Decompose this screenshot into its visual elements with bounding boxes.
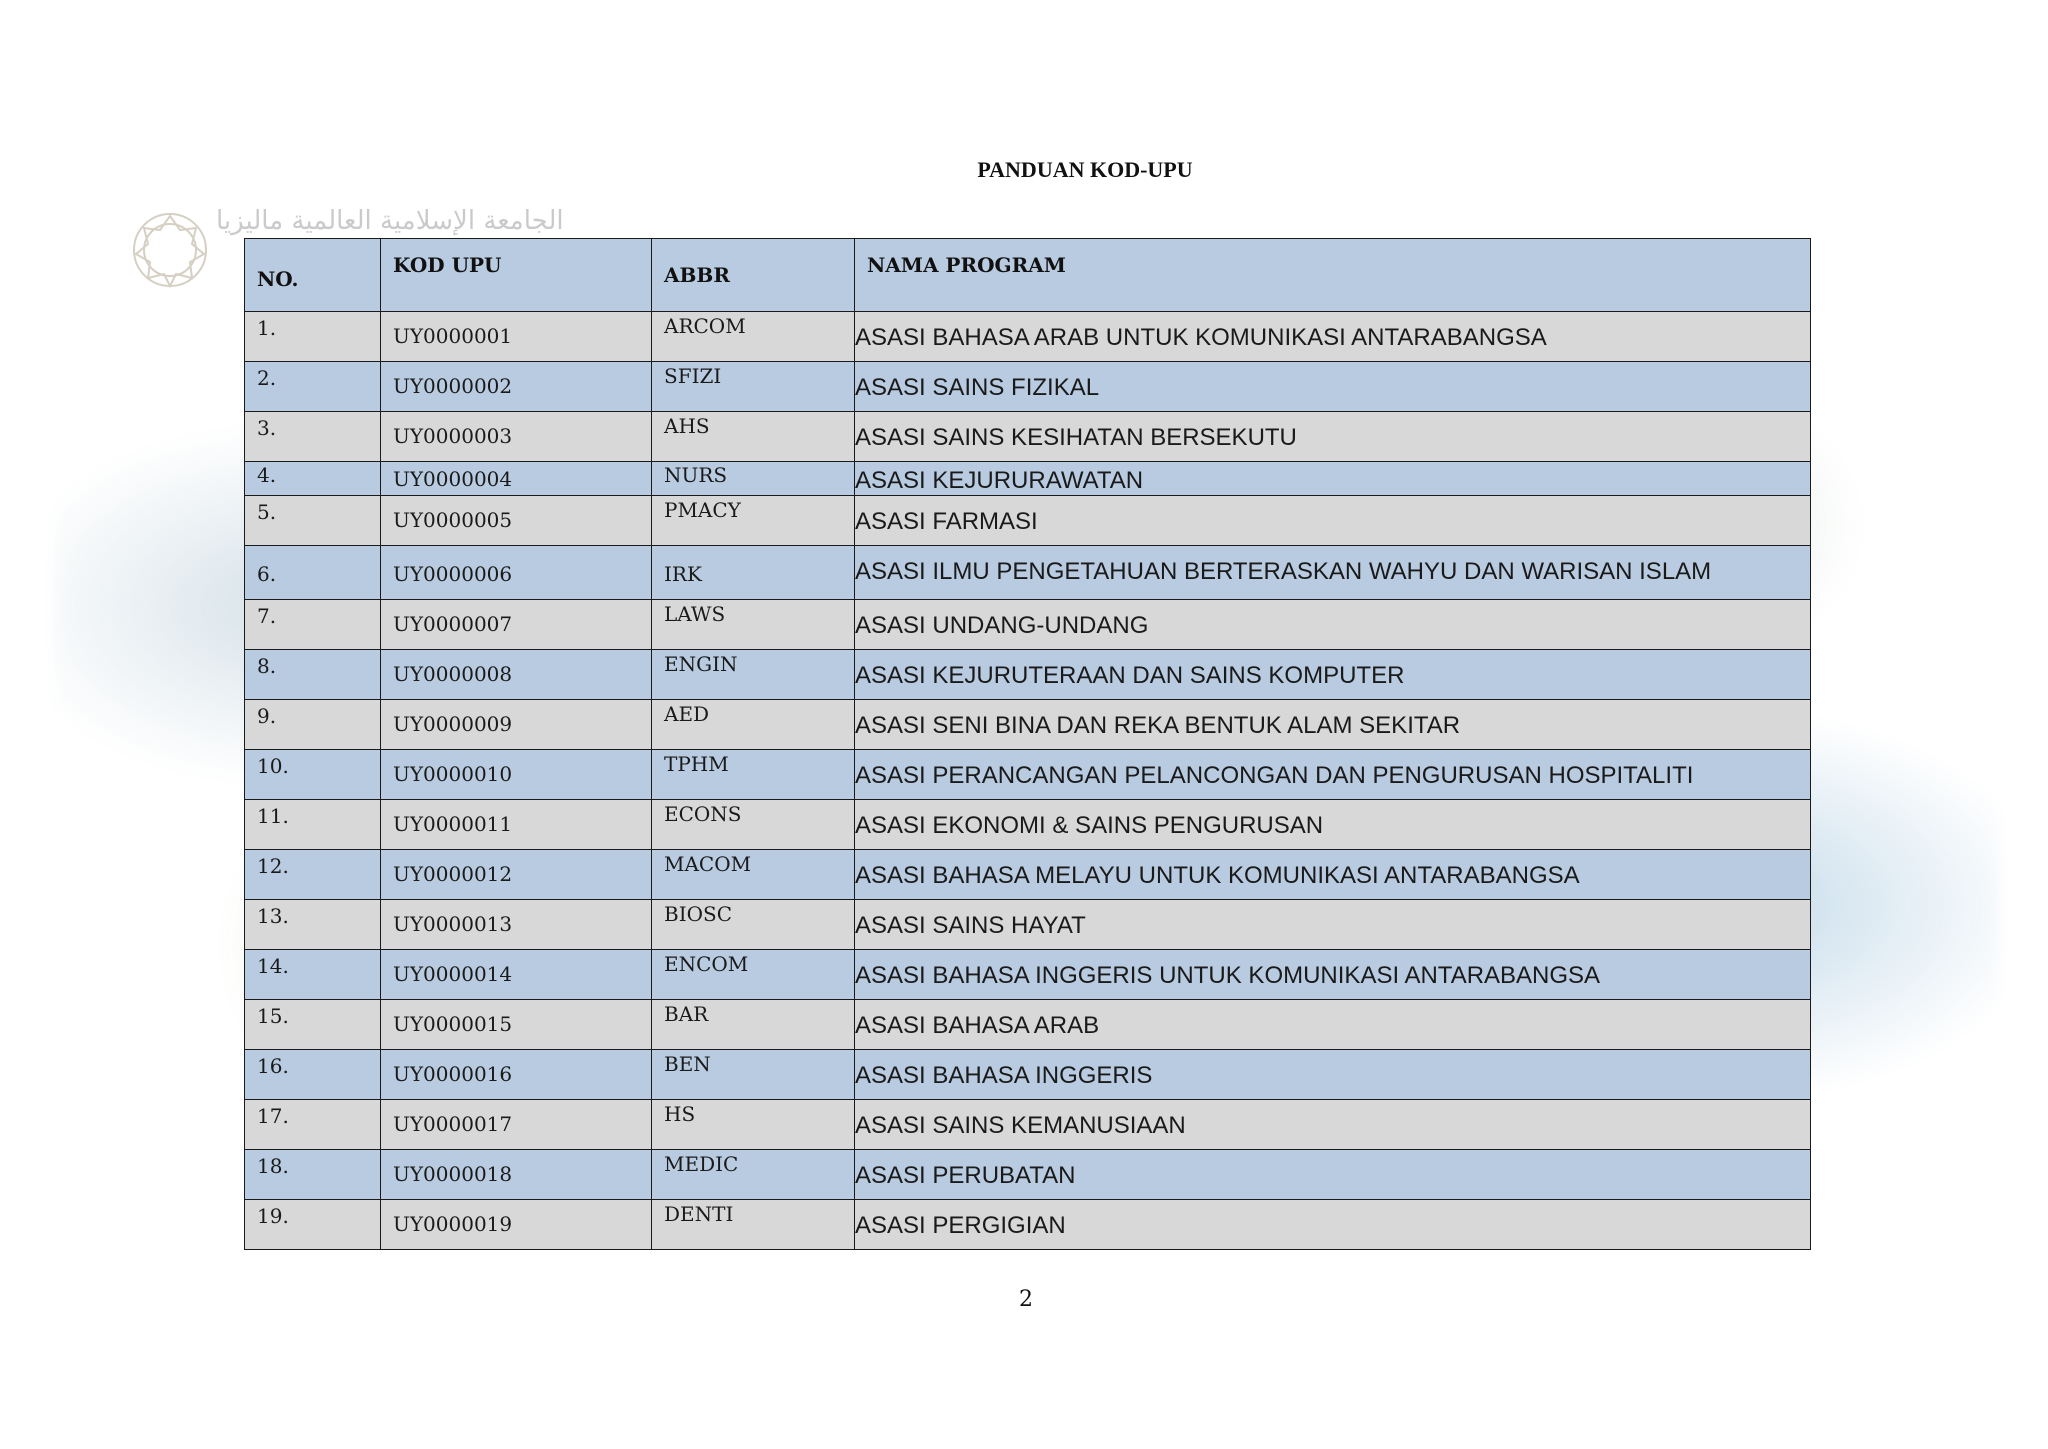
cell-abbr: AHS bbox=[652, 412, 855, 462]
cell-no: 3. bbox=[245, 412, 381, 462]
cell-abbr: ECONS bbox=[652, 800, 855, 850]
cell-abbr: PMACY bbox=[652, 496, 855, 546]
table-row bbox=[245, 800, 1811, 850]
cell-abbr: HS bbox=[652, 1100, 855, 1150]
cell-nama-program: ASASI PERANCANGAN PELANCONGAN DAN PENGURUSAN HOSPITALITI bbox=[855, 750, 1811, 800]
cell-no: 8. bbox=[245, 650, 381, 700]
cell-kod-upu: UY0000015 bbox=[381, 1000, 652, 1050]
cell-kod-upu: UY0000017 bbox=[381, 1100, 652, 1150]
cell-no: 5. bbox=[245, 496, 381, 546]
header-nama-program: NAMA PROGRAM bbox=[855, 239, 1811, 312]
cell-kod-upu: UY0000006 bbox=[381, 546, 652, 600]
cell-no: 10. bbox=[245, 750, 381, 800]
table-row bbox=[245, 462, 1811, 496]
cell-no: 11. bbox=[245, 800, 381, 850]
logo-text: الجامعة الإسلامية العالمية ماليزيا bbox=[216, 206, 564, 236]
cell-no: 2. bbox=[245, 362, 381, 412]
cell-abbr: IRK bbox=[652, 546, 855, 600]
cell-abbr: AED bbox=[652, 700, 855, 750]
cell-no: 13. bbox=[245, 900, 381, 950]
cell-kod-upu: UY0000012 bbox=[381, 850, 652, 900]
table-row bbox=[245, 1050, 1811, 1100]
cell-abbr: BIOSC bbox=[652, 900, 855, 950]
cell-kod-upu: UY0000003 bbox=[381, 412, 652, 462]
cell-kod-upu: UY0000009 bbox=[381, 700, 652, 750]
cell-no: 6. bbox=[245, 546, 381, 600]
cell-no: 17. bbox=[245, 1100, 381, 1150]
cell-no: 1. bbox=[245, 312, 381, 362]
cell-kod-upu: UY0000001 bbox=[381, 312, 652, 362]
cell-kod-upu: UY0000002 bbox=[381, 362, 652, 412]
cell-nama-program: ASASI ILMU PENGETAHUAN BERTERASKAN WAHYU DAN WARISAN ISLAM bbox=[855, 546, 1811, 600]
table-row bbox=[245, 412, 1811, 462]
cell-nama-program: ASASI SENI BINA DAN REKA BENTUK ALAM SEKITAR bbox=[855, 700, 1811, 750]
cell-no: 14. bbox=[245, 950, 381, 1000]
cell-kod-upu: UY0000011 bbox=[381, 800, 652, 850]
table-row bbox=[245, 1000, 1811, 1050]
cell-no: 15. bbox=[245, 1000, 381, 1050]
cell-nama-program: ASASI FARMASI bbox=[855, 496, 1811, 546]
cell-abbr: DENTI bbox=[652, 1200, 855, 1250]
table-row bbox=[245, 1150, 1811, 1200]
table-row bbox=[245, 950, 1811, 1000]
cell-nama-program: ASASI BAHASA ARAB bbox=[855, 1000, 1811, 1050]
cell-nama-program: ASASI KEJURURAWATAN bbox=[855, 462, 1811, 496]
table-row bbox=[245, 700, 1811, 750]
cell-nama-program: ASASI PERUBATAN bbox=[855, 1150, 1811, 1200]
cell-kod-upu: UY0000005 bbox=[381, 496, 652, 546]
cell-kod-upu: UY0000004 bbox=[381, 462, 652, 496]
cell-abbr: TPHM bbox=[652, 750, 855, 800]
table-row bbox=[245, 850, 1811, 900]
table-row bbox=[245, 312, 1811, 362]
cell-no: 12. bbox=[245, 850, 381, 900]
cell-abbr: ARCOM bbox=[652, 312, 855, 362]
header-no: NO. bbox=[245, 239, 381, 312]
table-row bbox=[245, 600, 1811, 650]
cell-nama-program: ASASI PERGIGIAN bbox=[855, 1200, 1811, 1250]
cell-abbr: ENCOM bbox=[652, 950, 855, 1000]
cell-abbr: BEN bbox=[652, 1050, 855, 1100]
cell-abbr: BAR bbox=[652, 1000, 855, 1050]
table-row bbox=[245, 650, 1811, 700]
cell-nama-program: ASASI BAHASA ARAB UNTUK KOMUNIKASI ANTARABANGSA bbox=[855, 312, 1811, 362]
cell-nama-program: ASASI BAHASA INGGERIS bbox=[855, 1050, 1811, 1100]
cell-no: 18. bbox=[245, 1150, 381, 1200]
cell-abbr: NURS bbox=[652, 462, 855, 496]
cell-no: 19. bbox=[245, 1200, 381, 1250]
table-row bbox=[245, 1200, 1811, 1250]
cell-no: 9. bbox=[245, 700, 381, 750]
cell-nama-program: ASASI BAHASA INGGERIS UNTUK KOMUNIKASI ANTARABANGSA bbox=[855, 950, 1811, 1000]
table-header-row bbox=[245, 239, 1811, 312]
cell-kod-upu: UY0000016 bbox=[381, 1050, 652, 1100]
page-number: 2 bbox=[1019, 1287, 1033, 1312]
table-row bbox=[245, 900, 1811, 950]
cell-no: 16. bbox=[245, 1050, 381, 1100]
cell-nama-program: ASASI EKONOMI & SAINS PENGURUSAN bbox=[855, 800, 1811, 850]
table-row bbox=[245, 546, 1811, 600]
cell-nama-program: ASASI BAHASA MELAYU UNTUK KOMUNIKASI ANTARABANGSA bbox=[855, 850, 1811, 900]
cell-kod-upu: UY0000007 bbox=[381, 600, 652, 650]
table-row bbox=[245, 496, 1811, 546]
cell-no: 7. bbox=[245, 600, 381, 650]
cell-nama-program: ASASI SAINS KESIHATAN BERSEKUTU bbox=[855, 412, 1811, 462]
cell-abbr: LAWS bbox=[652, 600, 855, 650]
cell-nama-program: ASASI SAINS KEMANUSIAAN bbox=[855, 1100, 1811, 1150]
cell-kod-upu: UY0000019 bbox=[381, 1200, 652, 1250]
cell-nama-program: ASASI SAINS FIZIKAL bbox=[855, 362, 1811, 412]
cell-no: 4. bbox=[245, 462, 381, 496]
table-row bbox=[245, 1100, 1811, 1150]
cell-nama-program: ASASI UNDANG-UNDANG bbox=[855, 600, 1811, 650]
cell-kod-upu: UY0000014 bbox=[381, 950, 652, 1000]
cell-abbr: MACOM bbox=[652, 850, 855, 900]
cell-nama-program: ASASI KEJURUTERAAN DAN SAINS KOMPUTER bbox=[855, 650, 1811, 700]
cell-abbr: SFIZI bbox=[652, 362, 855, 412]
table-row bbox=[245, 750, 1811, 800]
cell-kod-upu: UY0000008 bbox=[381, 650, 652, 700]
table-row bbox=[245, 362, 1811, 412]
cell-kod-upu: UY0000010 bbox=[381, 750, 652, 800]
university-logo-icon bbox=[128, 208, 212, 292]
cell-abbr: ENGIN bbox=[652, 650, 855, 700]
header-abbr: ABBR bbox=[652, 239, 855, 312]
cell-kod-upu: UY0000013 bbox=[381, 900, 652, 950]
cell-kod-upu: UY0000018 bbox=[381, 1150, 652, 1200]
kod-upu-table bbox=[244, 238, 1811, 1250]
cell-nama-program: ASASI SAINS HAYAT bbox=[855, 900, 1811, 950]
header-kod-upu: KOD UPU bbox=[381, 239, 652, 312]
page-title: PANDUAN KOD-UPU bbox=[977, 157, 1193, 182]
cell-abbr: MEDIC bbox=[652, 1150, 855, 1200]
